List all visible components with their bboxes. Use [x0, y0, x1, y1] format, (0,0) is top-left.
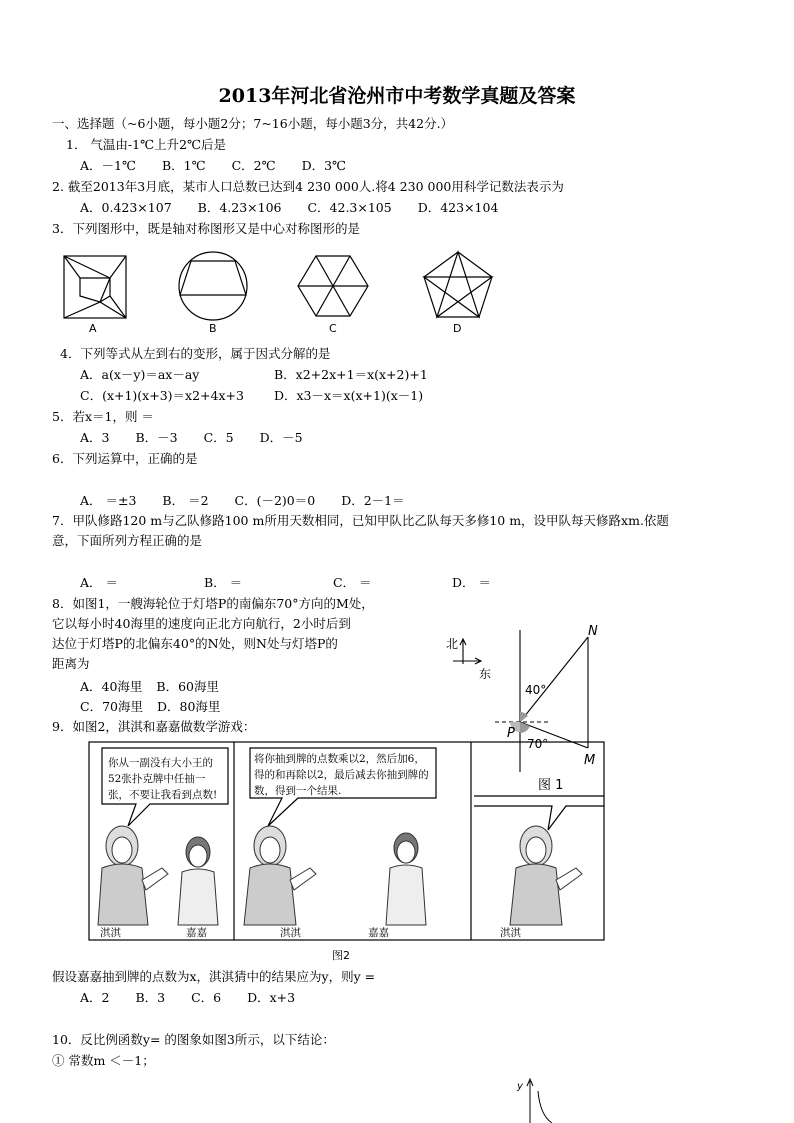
q1-options	[80, 158, 368, 174]
q4-stem: 4．下列等式从左到右的变形，属于因式分解的是	[60, 346, 331, 361]
character-qiqi-panel2	[244, 826, 316, 925]
q4-options-row1	[80, 367, 428, 383]
q3-figures	[58, 250, 518, 338]
q5-option-c: C．5	[203, 430, 234, 445]
q8-line1: 8．如图1，一艘海轮位于灯塔P的南偏东70°方向的M处，	[52, 596, 374, 611]
q5-option-b: B．－3	[135, 430, 178, 445]
name-qiqi-2: 淇淇	[280, 927, 301, 939]
bubble1-line3: 张，不要让我看到点数!	[108, 789, 218, 801]
q2-option-d: D．423×104	[417, 200, 499, 215]
label-east: 东	[479, 667, 492, 681]
character-jiajia-panel2	[386, 833, 426, 925]
q5-option-d: D．－5	[259, 430, 303, 445]
q8-options-row1	[80, 679, 241, 695]
q3-stem: 3．下列图形中，既是轴对称图形又是中心对称图形的是	[52, 221, 360, 236]
name-qiqi-3: 淇淇	[500, 927, 521, 939]
figure2-comic	[88, 740, 608, 965]
q7-option-c: C． ＝	[332, 575, 372, 590]
q8-option-d: D．80海里	[156, 699, 221, 714]
q6-option-d: D．2－1＝	[341, 493, 405, 508]
figure-label-d: D	[453, 322, 462, 335]
q2-option-b: B．4.23×106	[197, 200, 282, 215]
figure-label-b: B	[209, 322, 217, 335]
label-north: 北	[446, 637, 459, 651]
q6-option-c: C．(－2)0＝0	[234, 493, 316, 508]
figure1-caption: 图 1	[538, 778, 564, 793]
q10-item1: ① 常数m ＜－1；	[52, 1053, 155, 1068]
figure-label-c: C	[329, 322, 337, 335]
character-jiajia-panel1	[178, 837, 218, 925]
character-qiqi-panel1	[98, 826, 168, 925]
q2-stem: 2. 截至2013年3月底，某市人口总数已达到4 230 000人.将4 230 000用科学记数法表示为	[52, 179, 564, 194]
figure3-y-label: y	[517, 1081, 523, 1092]
q4-options-row2	[80, 388, 423, 404]
q4-option-b: B．x2+2x+1＝x(x+2)+1	[273, 367, 428, 382]
q1-option-c: C．2℃	[231, 158, 276, 173]
q4-option-c: C．(x+1)(x+3)＝x2+4x+3	[80, 388, 244, 403]
name-jiajia-2: 嘉嘉	[368, 927, 389, 939]
q7-options	[80, 575, 491, 591]
q8-option-c: C．70海里	[80, 699, 143, 714]
q8-option-b: B．60海里	[156, 679, 220, 694]
figure2-caption: 图2	[332, 949, 350, 962]
name-qiqi-1: 淇淇	[100, 927, 121, 939]
label-m: M	[584, 753, 596, 768]
bubble1-line2: 52张扑克牌中任抽一	[108, 773, 206, 785]
q1-option-b: B．1℃	[161, 158, 206, 173]
angle-70-label: 70°	[527, 737, 549, 751]
figure-d-pentagon-star	[424, 252, 492, 317]
q7-option-d: D． ＝	[451, 575, 491, 590]
angle-40-label: 40°	[525, 683, 547, 697]
figure-label-a: A	[89, 322, 97, 335]
q5-stem: 5．若x＝1，则 ＝	[52, 409, 154, 424]
bubble2-line2: 得的和再除以2，最后减去你抽到牌的	[254, 769, 429, 781]
q4-option-a: A．a(x－y)＝ax－ay	[80, 367, 200, 382]
page-title: 2013年河北省沧州市中考数学真题及答案	[218, 85, 576, 107]
q8-options-row2	[80, 699, 242, 715]
character-qiqi-panel3	[510, 826, 582, 925]
q5-option-a: A．3	[80, 430, 110, 445]
q8-line3: 达位于灯塔P的北偏东40°的N处，则N处与灯塔P的	[52, 636, 338, 651]
q9-option-d: D．x+3	[247, 990, 296, 1005]
q1-option-d: D．3℃	[301, 158, 347, 173]
label-p: P	[507, 726, 515, 741]
name-jiajia-1: 嘉嘉	[186, 927, 207, 939]
speech-bubble-3	[474, 796, 604, 830]
q8-line2: 它以每小时40海里的速度向正北方向航行，2小时后到	[52, 616, 351, 631]
q7-stem-line1: 7．甲队修路120 m与乙队修路100 m所用天数相同，已知甲队比乙队每天多修10 m，设甲队每天修路xm.依题	[52, 513, 669, 528]
section-heading: 一、选择题（~6小题，每小题2分；7~16小题，每小题3分，共42分.）	[52, 116, 454, 131]
q5-options	[80, 430, 325, 446]
bubble1-line1: 你从一副没有大小王的	[108, 757, 213, 769]
q7-option-b: B． ＝	[203, 575, 243, 590]
q6-option-b: B． ＝2	[162, 493, 209, 508]
q8-line4: 距离为	[52, 656, 90, 671]
q6-option-a: A． ＝±3	[80, 493, 137, 508]
q4-option-d: D．x3－x＝x(x+1)(x－1)	[273, 388, 424, 403]
q1-stem: 1． 气温由-1℃上升2℃后是	[66, 137, 227, 152]
figure-b-circle-trapezoid	[179, 252, 247, 320]
q9-option-b: B．3	[135, 990, 166, 1005]
q9-option-c: C．6	[191, 990, 222, 1005]
q2-option-a: A．0.423×107	[80, 200, 172, 215]
q7-stem-line2: 意，下面所列方程正确的是	[52, 533, 203, 548]
q9-option-a: A．2	[80, 990, 110, 1005]
bubble2-line3: 数，得到一个结果.	[254, 785, 342, 797]
q1-option-a: A．－1℃	[80, 158, 136, 173]
label-n: N	[588, 624, 598, 639]
figure3-curve	[538, 1091, 552, 1123]
q7-option-a: A． ＝	[80, 575, 119, 590]
q9-question: 假设嘉嘉抽到牌的点数为x，淇淇猜中的结果应为y，则y =	[52, 969, 376, 984]
segment-pn	[520, 637, 588, 722]
q10-stem: 10．反比例函数y= 的图象如图3所示，以下结论：	[52, 1032, 335, 1047]
q9-stem: 9．如图2，淇淇和嘉嘉做数学游戏：	[52, 719, 256, 734]
q8-option-a: A．40海里	[80, 679, 143, 694]
q2-option-c: C．42.3×105	[307, 200, 392, 215]
q2-options	[80, 200, 520, 216]
figure-c-hexagon	[298, 256, 368, 316]
q6-stem: 6．下列运算中，正确的是	[52, 451, 198, 466]
figure3-partial	[512, 1075, 562, 1123]
figure-a-square-pinwheel	[64, 256, 126, 318]
bubble2-line1: 将你抽到牌的点数乘以2，然后加6，	[254, 753, 425, 765]
q9-options	[80, 990, 317, 1006]
q6-options	[80, 493, 427, 509]
